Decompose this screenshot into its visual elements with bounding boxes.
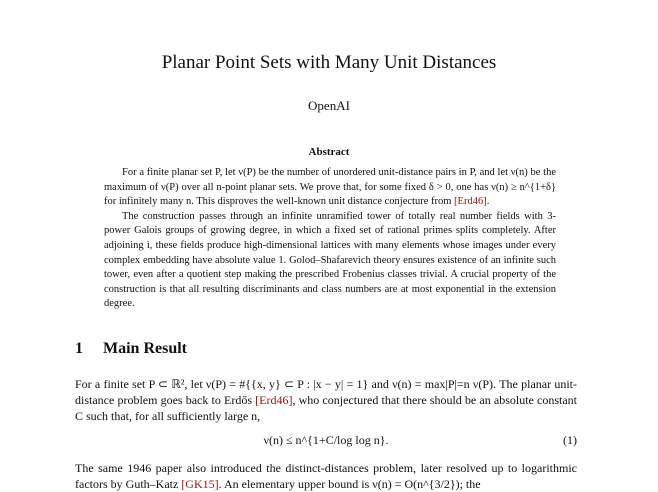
citation-link[interactable]: [Erd46] bbox=[454, 196, 487, 208]
section-paragraph-2 bbox=[75, 460, 577, 492]
equation-number: (1) bbox=[563, 433, 577, 447]
paper-title: Planar Point Sets with Many Unit Distances bbox=[161, 52, 497, 73]
abstract-paragraph-1 bbox=[104, 166, 556, 210]
equation-expression: ν(n) ≤ n^{1+C/log log n}. bbox=[263, 433, 389, 447]
equation-1 bbox=[75, 433, 577, 451]
citation-link[interactable]: [Erd46] bbox=[255, 393, 293, 407]
abstract-p1-text: For a finite planar set P, let ν(P) be the number of unordered unit-distance pairs in P, and let ν(n) be the maximum of ν(P) over all n-point planar sets. We prove that, for some fixed δ > 0, one has ν(n) ≥ n^{1+δ} for infinitely many n. This disproves the well-known unit distance conjecture from bbox=[104, 167, 556, 208]
abstract-p1-end: . bbox=[486, 196, 490, 208]
section-p1-text: For a finite set P ⊂ ℝ², let ν(P) = #{{x, y} ⊂ P : |x − y| = 1} and ν(n) = max|P|=n ν(P). The planar unit-distance problem goes back to Erdős bbox=[75, 377, 577, 407]
section-heading bbox=[75, 340, 187, 358]
abstract-body bbox=[104, 166, 556, 312]
section-number: 1 bbox=[75, 340, 83, 357]
abstract-heading: Abstract bbox=[308, 146, 350, 158]
section-p2-text: The same 1946 paper also introduced the distinct-distances problem, later resolved up to logarithmic factors by Guth–Katz bbox=[75, 461, 577, 491]
abstract-paragraph-2: The construction passes through an infinite unramified tower of totally real number fields with 3-power Galois groups of growing degree, in which a fixed set of rational primes splits completely. After adjoining i, these fields produce high-dimensional lattices with many elements whose images under every complex embedding have absolute value 1. Golod–Shafarevich theory ensures existence of an infinite such tower, even after a quotient step making the prescribed Frobenius classes trivial. A crucial property of the construction is that all resulting discriminants and class numbers are at most exponential in the extension degree. bbox=[104, 210, 556, 310]
paper-author: OpenAI bbox=[308, 98, 350, 113]
section-title: Main Result bbox=[103, 340, 187, 357]
section-p1-end: , who conjectured that there should be an absolute constant C such that, for all sufficiently large n, bbox=[75, 393, 577, 423]
citation-link[interactable]: [GK15] bbox=[181, 477, 219, 491]
section-p2-end: . An elementary upper bound is ν(n) = O(n^{3/2}); the bbox=[218, 477, 481, 491]
section-paragraph-1 bbox=[75, 376, 577, 424]
